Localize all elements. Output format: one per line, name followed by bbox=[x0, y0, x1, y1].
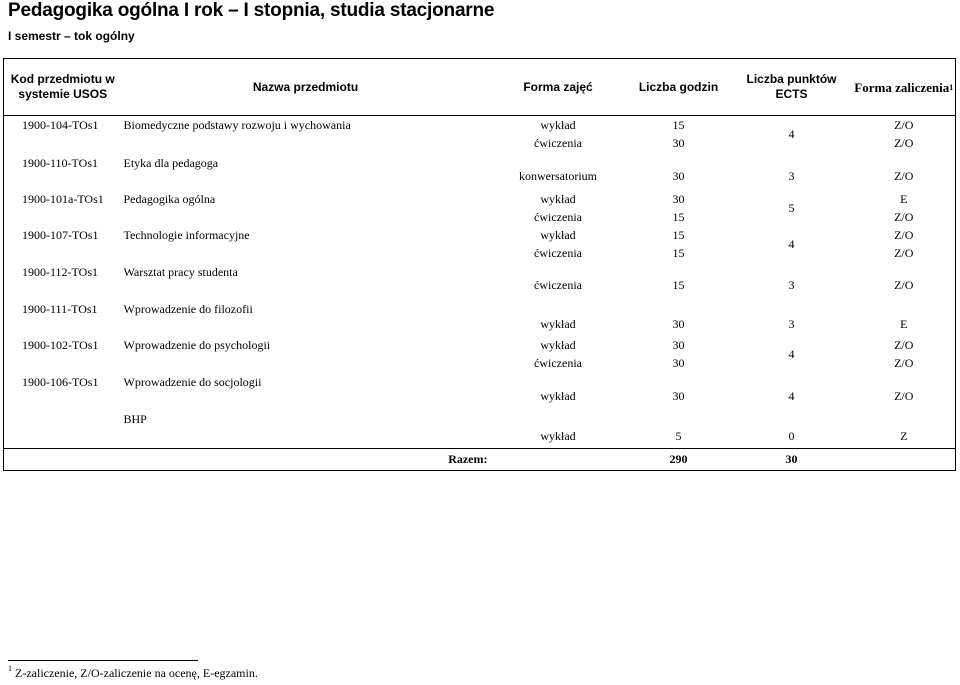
course-code: 1900-110-TOs1 bbox=[22, 156, 98, 170]
header-zal-footnote-mark: 1 bbox=[949, 82, 954, 92]
table-row bbox=[4, 408, 956, 448]
course-hours: 30 bbox=[672, 317, 685, 331]
table-row bbox=[4, 262, 956, 298]
course-name bbox=[122, 208, 490, 226]
course-zal: Z/O bbox=[894, 227, 914, 242]
course-name bbox=[122, 354, 490, 372]
course-name: Biomedyczne podstawy rozwoju i wychowania bbox=[123, 117, 351, 132]
page-subtitle: I semestr – tok ogólny bbox=[8, 29, 135, 43]
course-zal: Z/O bbox=[894, 355, 914, 370]
totals-zal-empty bbox=[853, 448, 956, 470]
course-code: 1900-112-TOs1 bbox=[22, 265, 98, 279]
course-hours: 15 bbox=[672, 117, 685, 132]
course-name: Warsztat pracy studenta bbox=[123, 265, 238, 279]
course-form: ćwiczenia bbox=[534, 245, 582, 260]
course-zal: Z/O bbox=[894, 278, 914, 292]
course-name: Pedagogika ogólna bbox=[123, 191, 216, 206]
page-title: Pedagogika ogólna I rok – I stopnia, studia stacjonarne bbox=[8, 0, 495, 21]
course-code: 1900-102-TOs1 bbox=[22, 337, 99, 352]
footnote bbox=[8, 666, 258, 681]
course-form: wykład bbox=[540, 117, 576, 132]
course-ects: 3 bbox=[788, 317, 795, 331]
course-zal: E bbox=[900, 317, 908, 331]
footnote-mark: 1 bbox=[8, 664, 12, 673]
course-code bbox=[4, 354, 122, 372]
course-zal: Z/O bbox=[894, 245, 914, 260]
course-ects: 3 bbox=[788, 278, 795, 292]
course-hours: 30 bbox=[672, 389, 685, 403]
course-code: 1900-101a-TOs1 bbox=[22, 191, 104, 206]
course-zal: Z/O bbox=[894, 337, 914, 352]
course-name: Wprowadzenie do socjologii bbox=[123, 375, 262, 389]
table-row bbox=[4, 116, 956, 135]
course-code: 1900-106-TOs1 bbox=[22, 375, 99, 389]
footnote-divider bbox=[8, 660, 198, 661]
course-name bbox=[122, 244, 490, 262]
header-ects: Liczba punktów ECTS bbox=[731, 59, 853, 116]
course-form: ćwiczenia bbox=[534, 135, 582, 150]
course-ects: 5 bbox=[788, 200, 795, 215]
course-zal: Z/O bbox=[894, 209, 914, 224]
course-name: Etyka dla pedagoga bbox=[123, 156, 219, 170]
course-table bbox=[3, 58, 956, 471]
table-row bbox=[4, 152, 956, 190]
totals-row bbox=[4, 448, 956, 470]
course-hours: 30 bbox=[672, 135, 685, 150]
course-form: wykład bbox=[540, 191, 576, 206]
header-form: Forma zajęć bbox=[490, 59, 627, 116]
course-form: wykład bbox=[540, 337, 576, 352]
course-hours: 30 bbox=[672, 191, 685, 206]
totals-hours: 290 bbox=[627, 448, 731, 470]
course-code bbox=[4, 208, 122, 226]
table-row bbox=[4, 336, 956, 354]
course-code: 1900-107-TOs1 bbox=[22, 227, 99, 242]
course-ects: 4 bbox=[788, 346, 795, 361]
course-ects: 4 bbox=[788, 236, 795, 251]
table-row bbox=[4, 190, 956, 208]
course-hours: 30 bbox=[672, 337, 685, 352]
course-hours: 15 bbox=[672, 278, 685, 292]
course-name: BHP bbox=[123, 412, 147, 426]
course-hours: 30 bbox=[672, 169, 685, 183]
table-header-row bbox=[4, 59, 956, 116]
course-form: ćwiczenia bbox=[534, 355, 582, 370]
course-form: wykład bbox=[540, 389, 576, 403]
course-zal: Z/O bbox=[894, 169, 914, 183]
course-ects: 3 bbox=[788, 169, 795, 183]
course-name: Wprowadzenie do psychologii bbox=[123, 337, 271, 352]
table-row bbox=[4, 298, 956, 336]
course-form: wykład bbox=[540, 227, 576, 242]
course-form: ćwiczenia bbox=[534, 278, 582, 292]
header-zal bbox=[853, 59, 956, 116]
course-form: konwersatorium bbox=[519, 169, 597, 183]
course-form: ćwiczenia bbox=[534, 209, 582, 224]
course-ects: 4 bbox=[788, 389, 795, 403]
course-zal: Z/O bbox=[894, 135, 914, 150]
footnote-text: Z-zaliczenie, Z/O-zaliczenie na ocenę, E-egzamin. bbox=[15, 666, 258, 680]
course-code bbox=[4, 134, 122, 152]
course-name: Wprowadzenie do filozofii bbox=[123, 302, 253, 316]
header-hours: Liczba godzin bbox=[627, 59, 731, 116]
course-hours: 30 bbox=[672, 355, 685, 370]
header-name: Nazwa przedmiotu bbox=[122, 59, 490, 116]
totals-form-empty bbox=[490, 448, 627, 470]
course-ects: 0 bbox=[788, 428, 795, 443]
course-zal: Z/O bbox=[894, 389, 914, 403]
table-row bbox=[4, 226, 956, 244]
course-name: Technologie informacyjne bbox=[123, 227, 250, 242]
header-zal-label: Forma zaliczenia bbox=[854, 79, 950, 95]
course-zal: Z/O bbox=[894, 117, 914, 132]
totals-label: Razem: bbox=[4, 448, 490, 470]
course-form: wykład bbox=[540, 428, 576, 443]
totals-ects: 30 bbox=[731, 448, 853, 470]
course-zal: Z bbox=[900, 428, 908, 443]
course-ects: 4 bbox=[788, 126, 795, 141]
course-form: wykład bbox=[540, 317, 576, 331]
header-code: Kod przedmiotu w systemie USOS bbox=[4, 59, 122, 116]
course-name bbox=[122, 134, 490, 152]
course-hours: 5 bbox=[675, 428, 682, 443]
course-hours: 15 bbox=[672, 227, 685, 242]
course-code bbox=[4, 408, 122, 448]
course-hours: 15 bbox=[672, 245, 685, 260]
table-row bbox=[4, 372, 956, 408]
course-code: 1900-104-TOs1 bbox=[22, 117, 99, 132]
course-hours: 15 bbox=[672, 209, 685, 224]
course-code bbox=[4, 244, 122, 262]
course-code: 1900-111-TOs1 bbox=[22, 302, 98, 316]
course-zal: E bbox=[900, 191, 908, 206]
